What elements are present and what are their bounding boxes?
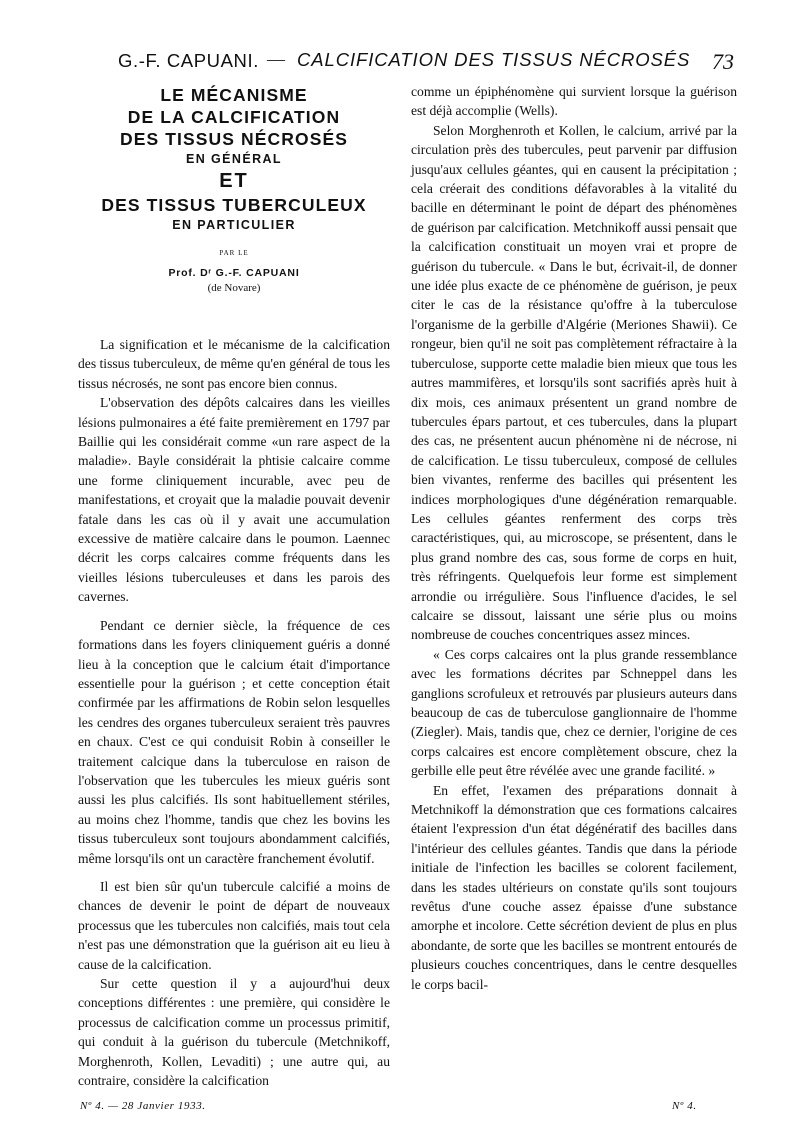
paragraph: L'observation des dépôts calcaires dans les vieilles lésions pulmonaires a été faite premièrement en 1797 par Baillie qui les considérait comme «un rare aspect de la maladie». Bayle considérait la phtisie calcaire comme une forme cliniquement incurable, avec peu de manifestations, et croyait que la maladie pouvait devenir fatale dans les cas où il y avait une accumulation excessive de matière calcaire dans le poumon. Laennec décrit les corps calcaires comme fréquents dans les vieilles lésions tuberculeuses et dans les parois des cavernes. bbox=[78, 395, 390, 605]
paragraph: La signification et le mécanisme de la calcification des tissus tuberculeux, de même qu'en général de tous les tissus nécrosés, ne sont pas encore bien connus. bbox=[78, 337, 390, 391]
running-head-title: CALCIFICATION DES TISSUS NÉCROSÉS bbox=[297, 49, 691, 70]
footer-issue-number-right: Nº 4. bbox=[672, 1100, 697, 1112]
running-head-separator: — bbox=[267, 49, 285, 69]
article-title bbox=[78, 84, 390, 234]
title-line-7: EN PARTICULIER bbox=[172, 218, 296, 232]
byline-affiliation: (de Novare) bbox=[207, 282, 261, 294]
right-column bbox=[411, 82, 737, 994]
paragraph: Selon Morghenroth et Kollen, le calcium, arrivé par la circulation près des tubercules, peut parvenir par diffusion jusqu'aux cellules géantes, qui en causent la précipitation ; cela créerait des conditions défavorables à la vitalité du bacille en déterminant le point de départ des phénomènes de guérison par calcification. Metchnikoff aussi pensait que la calcification constituait un moyen vrai et propre de guérison du tubercule. « Dans le but, écrivait-il, de donner une idée plus exacte de ce phénomène de guérison, je peux citer le cas de la résistance qu'offre à la tuberculose l'organisme de la gerbille d'Algérie (Meriones Shawii). Ce rongeur, bien qu'il ne soit pas complètement réfractaire à la tuberculose, supporte cette maladie bien mieux que tous les autres mammifères, et lorsqu'ils sont sacrifiés après huit à dix mois, ces animaux présentent un grand nombre de tubercules épars partout, et ces tubercules, dans la plupart des cas, ne présentent aucun phénomène ni de nécrose, ni de calcification. Le tissu tuberculeux, composé de cellules bien vivantes, renferme des bacilles qui présentent les indices morphologiques d'une dégénération remarquable. Les cellules géantes renferment des corps très caractéristiques, qui, au microscope, se présentent, dans le plus grand nombre des cas, sous forme de corps en huit, très réfringents. Quelquefois leur forme est simplement arrondie ou irrégulière. Sous l'influence d'acides, le sel calcaire se dissout, laissant une série plus ou moins nombreuse de couches concentriques assez minces. bbox=[411, 122, 737, 643]
title-line-4: EN GÉNÉRAL bbox=[186, 152, 282, 166]
running-head-author: G.-F. CAPUANI. bbox=[118, 50, 259, 71]
left-column bbox=[78, 82, 390, 1090]
title-line-1: LE MÉCANISME bbox=[160, 85, 308, 105]
paragraph: « Ces corps calcaires ont la plus grande ressemblance avec les formations décrites par Schneppel dans les ganglions scrofuleux et retrouvés par plusieurs auteurs dans beaucoup de cas de tuberculose ganglionnaire de l'homme (Ziegler). Mais, tandis que, chez ce dernier, l'origine de ces corps calcaires est encore complètement obscure, chez la gerbille elle peut être révélée avec une grande facilité. » bbox=[411, 646, 737, 779]
byline-prefix: PAR LE bbox=[219, 249, 249, 257]
title-line-3: DES TISSUS NÉCROSÉS bbox=[119, 129, 349, 149]
paragraph: Sur cette question il y a aujourd'hui deux conceptions différentes : une première, qui considère le processus de calcification comme un processus primitif, qui conduit à la guérison du tubercule (Metchnikoff, Morghenroth, Kollen, Levaditi) ; une autre qui, au contraire, considère la calcification bbox=[78, 976, 390, 1089]
paragraph: comme un épiphénomène qui survient lorsque la guérison est déjà accomplie (Wells). bbox=[411, 84, 737, 119]
title-line-6: DES TISSUS TUBERCULEUX bbox=[101, 195, 367, 215]
title-line-2: DE LA CALCIFICATION bbox=[127, 107, 341, 127]
paragraph: Il est bien sûr qu'un tubercule calcifié a moins de chances de devenir le point de départ de nouveaux processus que les tubercules non calcifiés, mais tout cela n'est pas une démonstration que la guérison ait eu lieu à cause de la calcification. bbox=[78, 878, 390, 972]
title-line-5: ET bbox=[219, 170, 249, 192]
running-head bbox=[0, 48, 800, 74]
footer-issue-number: Nº 4. — 28 Janvier 1933. bbox=[80, 1100, 206, 1112]
byline-author: Prof. Dʳ G.-F. CAPUANI bbox=[168, 267, 300, 279]
page-number: 73 bbox=[712, 49, 734, 74]
paragraph: Pendant ce dernier siècle, la fréquence de ces formations dans les foyers cliniquement guéris a donné lieu à la conception que le calcium était d'importance essentielle pour la guérison ; et cette conception était confirmée par les affirmations de Robin selon lesquelles les cendres des organes tuberculeux seraient très pauvres en chaux. C'est ce qui conduisit Robin à conseiller le traitement calcique dans la tuberculose en raison de l'observation que les tubercules les mieux guéris sont aussi les plus calcifiés. Ils sont habituellement stériles, au moins chez l'homme, tandis que chez les bovins les tissus tuberculeux sont toujours abondamment calcifiés, même lorsqu'ils ont un caractère franchement évolutif. bbox=[78, 617, 390, 866]
paragraph: En effet, l'examen des préparations donnait à Metchnikoff la démonstration que ces formations calcaires étaient l'expression d'un état dégénératif des bacilles dans l'intérieur des cellules géantes. Tandis que dans la période initiale de l'infection les bacilles se colorent facilement, dans les stades ultérieurs on constate qu'ils sont toujours revêtus d'une couche assez épaisse d'une substance amorphe et incolore. Cette sécrétion devient de plus en plus abondante, de sorte que les bacilles se montrent entourés de plusieurs couches concentriques, dans le centre desquelles le corps bacil- bbox=[411, 782, 737, 992]
left-column-body bbox=[78, 335, 390, 1090]
